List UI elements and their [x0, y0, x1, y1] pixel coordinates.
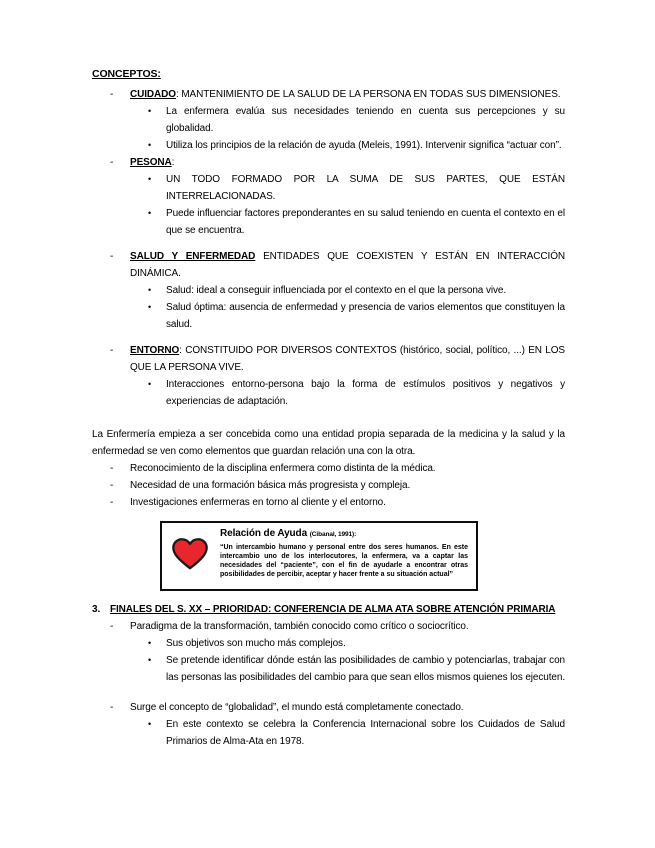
bullet-item	[130, 376, 565, 410]
concept-item-cuidado	[92, 86, 565, 154]
list-item	[92, 477, 565, 494]
bullet-marker: •	[148, 655, 152, 665]
dash-marker: -	[110, 480, 114, 491]
bullet-text: Puede influenciar factores preponderantes en su salud teniendo en cuenta el contexto en el que se encuentra.	[166, 208, 565, 236]
bullet-marker: •	[148, 140, 152, 150]
concept-term: SALUD Y ENFERMEDAD	[130, 251, 256, 262]
bullet-text: La enfermera evalúa sus necesidades teniendo en cuenta sus percepciones y su globalidad.	[166, 106, 565, 134]
dash-marker: -	[110, 702, 114, 713]
concept-definition: :	[171, 157, 175, 168]
bullet-marker: •	[148, 719, 152, 729]
dash-marker: -	[110, 89, 114, 100]
dash-marker: -	[110, 345, 114, 356]
figure-quote: “Un intercambio humano y personal entre dos seres humanos. En este intercambio uno de los interlocutores, la enfermera, va a captar las necesidades del “paciente”, con el fin de ayudarle a encontrar otras posibilidades de percibir, aceptar y hacer frente a su situación actual”	[220, 544, 468, 578]
concept-body	[130, 154, 565, 239]
concept-definition: ENTIDADES QUE COEXISTEN Y ESTÁN EN INTERACCIÓN DINÁMICA.	[130, 251, 565, 279]
figure-title: Relación de Ayuda	[220, 528, 308, 539]
bullet-item	[130, 205, 565, 239]
bullet-marker: •	[148, 208, 152, 218]
concept-item-salud-enfermedad	[92, 248, 565, 333]
figure-title-line	[220, 528, 468, 541]
relacion-de-ayuda-figure	[160, 521, 565, 591]
concept-line	[130, 342, 565, 376]
bullet-marker: •	[148, 106, 152, 116]
figure-box	[160, 521, 478, 591]
bullet-item	[130, 171, 565, 205]
dash-marker: -	[110, 621, 114, 632]
list-item-text: Investigaciones enfermeras en torno al cliente y el entorno.	[130, 497, 386, 508]
section3-item	[92, 618, 565, 686]
bullet-item	[130, 635, 565, 652]
bullet-text: En este contexto se celebra la Conferencia Internacional sobre los Cuidados de Salud Primarios de Alma-Ata en 1978.	[166, 719, 565, 747]
figure-text	[220, 528, 468, 579]
concept-body	[130, 342, 565, 410]
bullet-text: Salud: ideal a conseguir influenciada por el contexto en el que la persona vive.	[166, 285, 507, 296]
section3-item	[92, 699, 565, 750]
bullet-item	[130, 103, 565, 137]
section3-item-body	[130, 699, 565, 750]
concept-line	[130, 248, 565, 282]
section-heading-3	[92, 601, 565, 618]
section3-item-text: Paradigma de la transformación, también conocido como crítico o sociocrítico.	[130, 621, 469, 632]
section3-item-body	[130, 618, 565, 686]
bullet-item	[130, 299, 565, 333]
section-number: 3.	[92, 604, 101, 615]
concept-term: CUIDADO	[130, 89, 176, 100]
concept-item-entorno	[92, 342, 565, 410]
concept-body	[130, 248, 565, 333]
bullet-text: Interacciones entorno-persona bajo la forma de estímulos positivos y negativos y experiencias de adaptación.	[166, 379, 565, 407]
concept-term: ENTORNO	[130, 345, 180, 356]
section3-item-text: Surge el concepto de “globalidad”, el mundo está completamente conectado.	[130, 702, 464, 713]
dash-marker: -	[110, 497, 114, 508]
list-item	[92, 460, 565, 477]
bullet-item	[130, 137, 565, 154]
bullet-marker: •	[148, 174, 152, 184]
heart-icon	[170, 535, 212, 577]
concept-body	[130, 86, 565, 154]
section-title: FINALES DEL S. XX – PRIORIDAD: CONFERENCIA DE ALMA ATA SOBRE ATENCIÓN PRIMARIA	[110, 604, 556, 615]
list-item-text: Necesidad de una formación básica más progresista y compleja.	[130, 480, 411, 491]
concept-item-pesona	[92, 154, 565, 239]
concept-definition: : CONSTITUIDO POR DIVERSOS CONTEXTOS (histórico, social, político, ...) EN LOS QUE LA PERSONA VIVE.	[130, 345, 565, 373]
concept-line	[130, 154, 565, 171]
bullet-marker: •	[148, 285, 152, 295]
bullet-text: Se pretende identificar dónde están las posibilidades de cambio y potenciarlas, trabajar con las personas las posibilidades del cambio para que sean ellos mismos quienes los ejecuten.	[166, 655, 566, 683]
bullet-marker: •	[148, 302, 152, 312]
bullet-text: Sus objetivos son mucho más complejos.	[166, 638, 346, 649]
concept-line	[130, 86, 565, 103]
dash-marker: -	[110, 463, 114, 474]
bullet-item	[130, 282, 565, 299]
list-item-text: Reconocimiento de la disciplina enfermera como distinta de la médica.	[130, 463, 436, 474]
dash-marker: -	[110, 157, 114, 168]
bullet-marker: •	[148, 638, 152, 648]
bullet-text: Utiliza los principios de la relación de ayuda (Meleis, 1991). Intervenir significa “actuar con”.	[166, 140, 562, 151]
bullet-marker: •	[148, 379, 152, 389]
dash-marker: -	[110, 251, 114, 262]
bullet-item	[130, 652, 565, 686]
list-item	[92, 494, 565, 511]
concept-definition: : MANTENIMIENTO DE LA SALUD DE LA PERSONA EN TODAS SUS DIMENSIONES.	[175, 89, 561, 100]
figure-source: (Cibanal, 1991):	[309, 531, 357, 538]
section-heading-conceptos: CONCEPTOS:	[92, 68, 161, 80]
body-paragraph: La Enfermería empieza a ser concebida como una entidad propia separada de la medicina y la salud y la enfermedad se ven como elementos que guardan relación una con la otra.	[92, 429, 565, 457]
bullet-text: Salud óptima: ausencia de enfermedad y presencia de varios elementos que constituyen la salud.	[166, 302, 565, 330]
bullet-text: UN TODO FORMADO POR LA SUMA DE SUS PARTES, QUE ESTÁN INTERRELACIONADAS.	[166, 174, 565, 202]
concept-term: PESONA	[130, 157, 172, 168]
bullet-item	[130, 716, 565, 750]
